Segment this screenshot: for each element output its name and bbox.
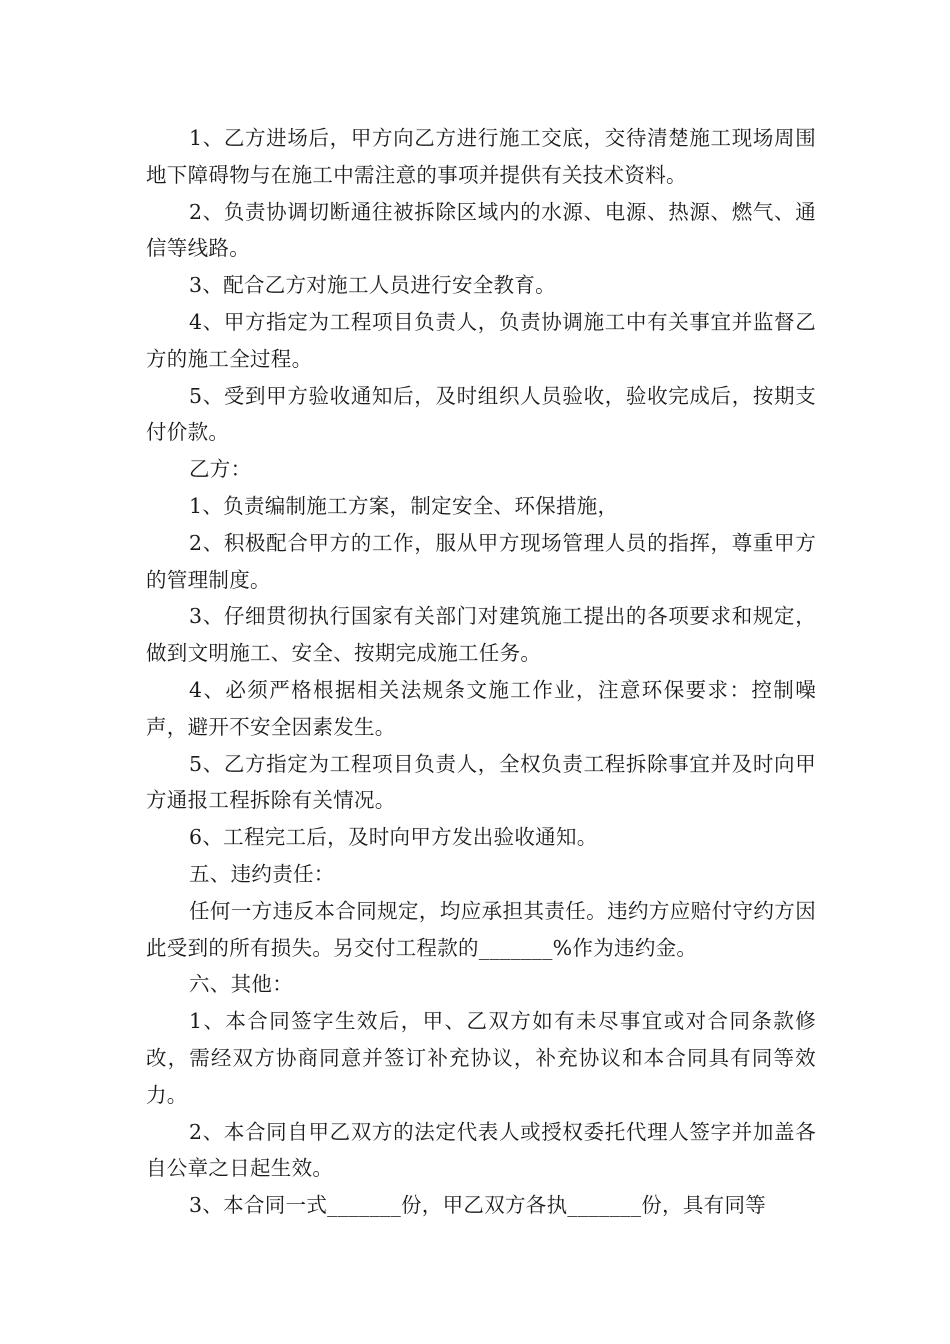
paragraph-party-b-duty-2: 2、积极配合甲方的工作，服从甲方现场管理人员的指挥，尊重甲方的管理制度。 <box>146 530 816 592</box>
paragraph-other-terms-2: 2、本合同自甲乙双方的法定代表人或授权委托代理人签字并加盖各自公章之日起生效。 <box>146 1119 816 1181</box>
paragraph-party-a-duty-4: 4、甲方指定为工程项目负责人，负责协调施工中有关事宜并监督乙方的施工全过程。 <box>146 309 816 371</box>
paragraph-party-a-duty-3: 3、配合乙方对施工人员进行安全教育。 <box>189 273 556 298</box>
heading-breach-liability: 五、违约责任： <box>189 861 335 886</box>
document-page <box>146 120 816 1224</box>
paragraph-party-b-duty-5: 5、乙方指定为工程项目负责人，全权负责工程拆除事宜并及时向甲方通报工程拆除有关情况。 <box>146 751 816 813</box>
paragraph-party-b-duty-4: 4、必须严格根据相关法规条文施工作业，注意环保要求：控制噪声，避开不安全因素发生。 <box>146 677 816 739</box>
paragraph-party-b-duty-1: 1、负责编制施工方案，制定安全、环保措施， <box>189 493 619 518</box>
paragraph-party-a-duty-5: 5、受到甲方验收通知后，及时组织人员验收，验收完成后，按期支付价款。 <box>146 383 816 445</box>
paragraph-other-terms-3: 3、本合同一式_______份，甲乙双方各执_______份，具有同等 <box>189 1193 767 1218</box>
paragraph-party-a-duty-2: 2、负责协调切断通往被拆除区域内的水源、电源、热源、燃气、通信等线路。 <box>146 199 816 261</box>
paragraph-party-a-duty-1: 1、乙方进场后，甲方向乙方进行施工交底，交待清楚施工现场周围地下障碍物与在施工中需注意的事项并提供有关技术资料。 <box>146 126 816 187</box>
paragraph-party-b-duty-3: 3、仔细贯彻执行国家有关部门对建筑施工提出的各项要求和规定，做到文明施工、安全、按期完成施工任务。 <box>146 604 816 666</box>
heading-party-b: 乙方： <box>189 457 252 482</box>
paragraph-other-terms-1: 1、本合同签字生效后，甲、乙双方如有未尽事宜或对合同条款修改，需经双方协商同意并签订补充协议，补充协议和本合同具有同等效力。 <box>146 1009 816 1107</box>
paragraph-breach-liability: 任何一方违反本合同规定，均应承担其责任。违约方应赔付守约方因此受到的所有损失。另交付工程款的_______%作为违约金。 <box>146 898 816 960</box>
paragraph-party-b-duty-6: 6、工程完工后，及时向甲方发出验收通知。 <box>189 825 598 850</box>
heading-other-terms: 六、其他： <box>189 972 293 997</box>
